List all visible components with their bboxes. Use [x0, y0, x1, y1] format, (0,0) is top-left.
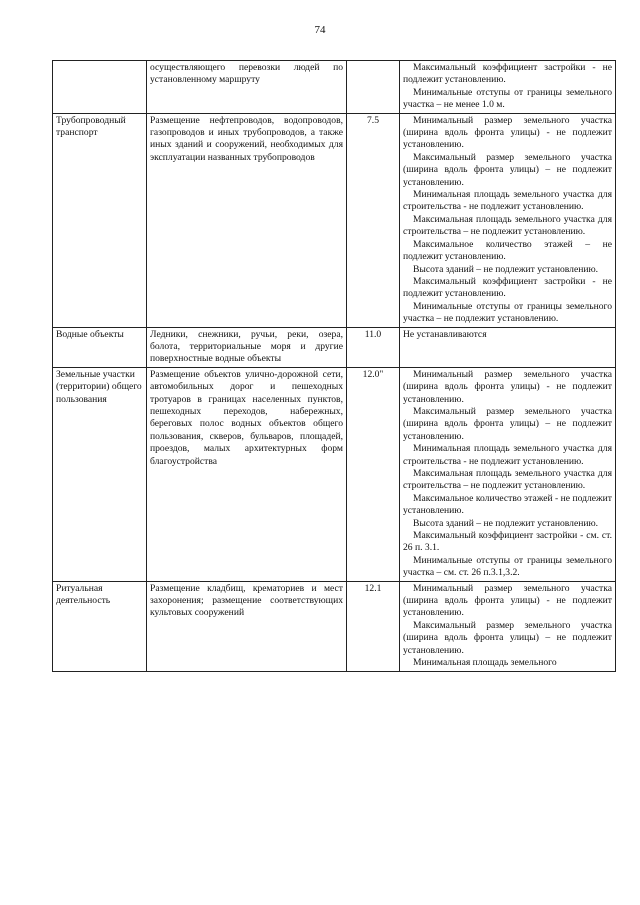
table-row	[53, 581, 616, 671]
table-row	[53, 327, 616, 367]
parameter-item: Максимальная площадь земельного участка для строительства – не подлежит установлению.	[403, 213, 612, 238]
land-use-type-cell: Водные объекты	[53, 327, 147, 367]
parameter-item: Максимальная площадь земельного участка для строительства – не подлежит установлению.	[403, 468, 612, 492]
land-use-description-cell: Размещение объектов улично-дорожной сети, автомобильных дорог и пешеходных тротуаров в границах населенных пунктов, пешеходных переходов, набережных, береговых полос водных объектов общего пользования, скверов, бульваров, площадей, проездов, малых архитектурных форм благоустройства	[147, 367, 347, 581]
land-use-description-cell: Ледники, снежники, ручьи, реки, озера, болота, территориальные моря и другие поверхностные водные объекты	[147, 327, 347, 367]
land-use-description-cell: Размещение кладбищ, крематориев и мест захоронения; размещение соответствующих культовых сооружений	[147, 581, 347, 671]
parameter-item: Максимальный коэффициент застройки - см. ст. 26 п. 3.1.	[403, 530, 612, 554]
parameter-item: Минимальная площадь земельного	[413, 657, 557, 669]
parameter-item: Максимальный размер земельного участка (ширина вдоль фронта улицы) – не подлежит установлению.	[403, 619, 612, 656]
table-row	[53, 367, 616, 581]
parameter-item: Минимальный размер земельного участка (ширина вдоль фронта улицы) - не подлежит установлению.	[403, 368, 612, 405]
parameter-item: Максимальное количество этажей – не подлежит установлению.	[403, 238, 612, 263]
parameters-cell	[400, 581, 616, 671]
parameters-cell	[400, 367, 616, 581]
land-use-description-cell: осуществляющего перевозки людей по установленному маршруту	[147, 61, 347, 114]
land-use-code-cell: 12.1	[347, 581, 400, 671]
land-use-type-cell: Ритуальная деятельность	[53, 581, 147, 671]
table-body	[53, 61, 616, 672]
land-use-code-cell: 7.5	[347, 113, 400, 327]
land-use-code-cell: 12.0"	[347, 367, 400, 581]
parameter-item: Минимальные отступы от границы земельного участка – не менее 1.0 м.	[403, 86, 612, 111]
parameter-item: Высота зданий – не подлежит установлению.	[413, 517, 599, 529]
parameter-item: Минимальные отступы от границы земельного участка – см. ст. 26 п.3.1,3.2.	[403, 554, 612, 579]
land-use-code-cell	[347, 61, 400, 114]
parameter-item: Не устанавливаются	[403, 328, 487, 340]
table-row	[53, 61, 616, 114]
land-use-type-cell: Трубопроводный транспорт	[53, 113, 147, 327]
parameter-item: Максимальное количество этажей - не подлежит установлению.	[403, 492, 612, 517]
parameter-item: Высота зданий – не подлежит установлению.	[413, 263, 599, 275]
parameters-cell	[400, 327, 616, 367]
parameter-item: Минимальные отступы от границы земельного участка – не подлежит установлению.	[403, 300, 612, 325]
parameter-item: Максимальный коэффициент застройки - не подлежит установлению.	[403, 275, 612, 300]
parameter-item: Максимальный размер земельного участка (ширина вдоль фронта улицы) – не подлежит установлению.	[403, 405, 612, 442]
zoning-table	[52, 60, 616, 672]
land-use-type-cell	[53, 61, 147, 114]
parameter-item: Минимальный размер земельного участка (ширина вдоль фронта улицы) - не подлежит установлению.	[403, 114, 612, 151]
parameter-item: Максимальный коэффициент застройки - не подлежит установлению.	[403, 62, 612, 86]
table-row	[53, 113, 616, 327]
parameter-item: Минимальная площадь земельного участка для строительства - не подлежит установлению.	[403, 189, 612, 213]
parameters-cell	[400, 113, 616, 327]
page-number: 74	[314, 24, 326, 36]
parameter-item: Минимальная площадь земельного участка для строительства - не подлежит установлению.	[403, 443, 612, 467]
parameter-item: Минимальный размер земельного участка (ширина вдоль фронта улицы) - не подлежит установлению.	[403, 582, 612, 619]
land-use-code-cell: 11.0	[347, 327, 400, 367]
land-use-description-cell: Размещение нефтепроводов, водопроводов, газопроводов и иных трубопроводов, а также иных зданий и сооружений, необходимых для эксплуатации названных трубопроводов	[147, 113, 347, 327]
parameter-item: Максимальный размер земельного участка (ширина вдоль фронта улицы) – не подлежит установлению.	[403, 151, 612, 188]
land-use-type-cell: Земельные участки (территории) общего пользования	[53, 367, 147, 581]
parameters-cell	[400, 61, 616, 114]
